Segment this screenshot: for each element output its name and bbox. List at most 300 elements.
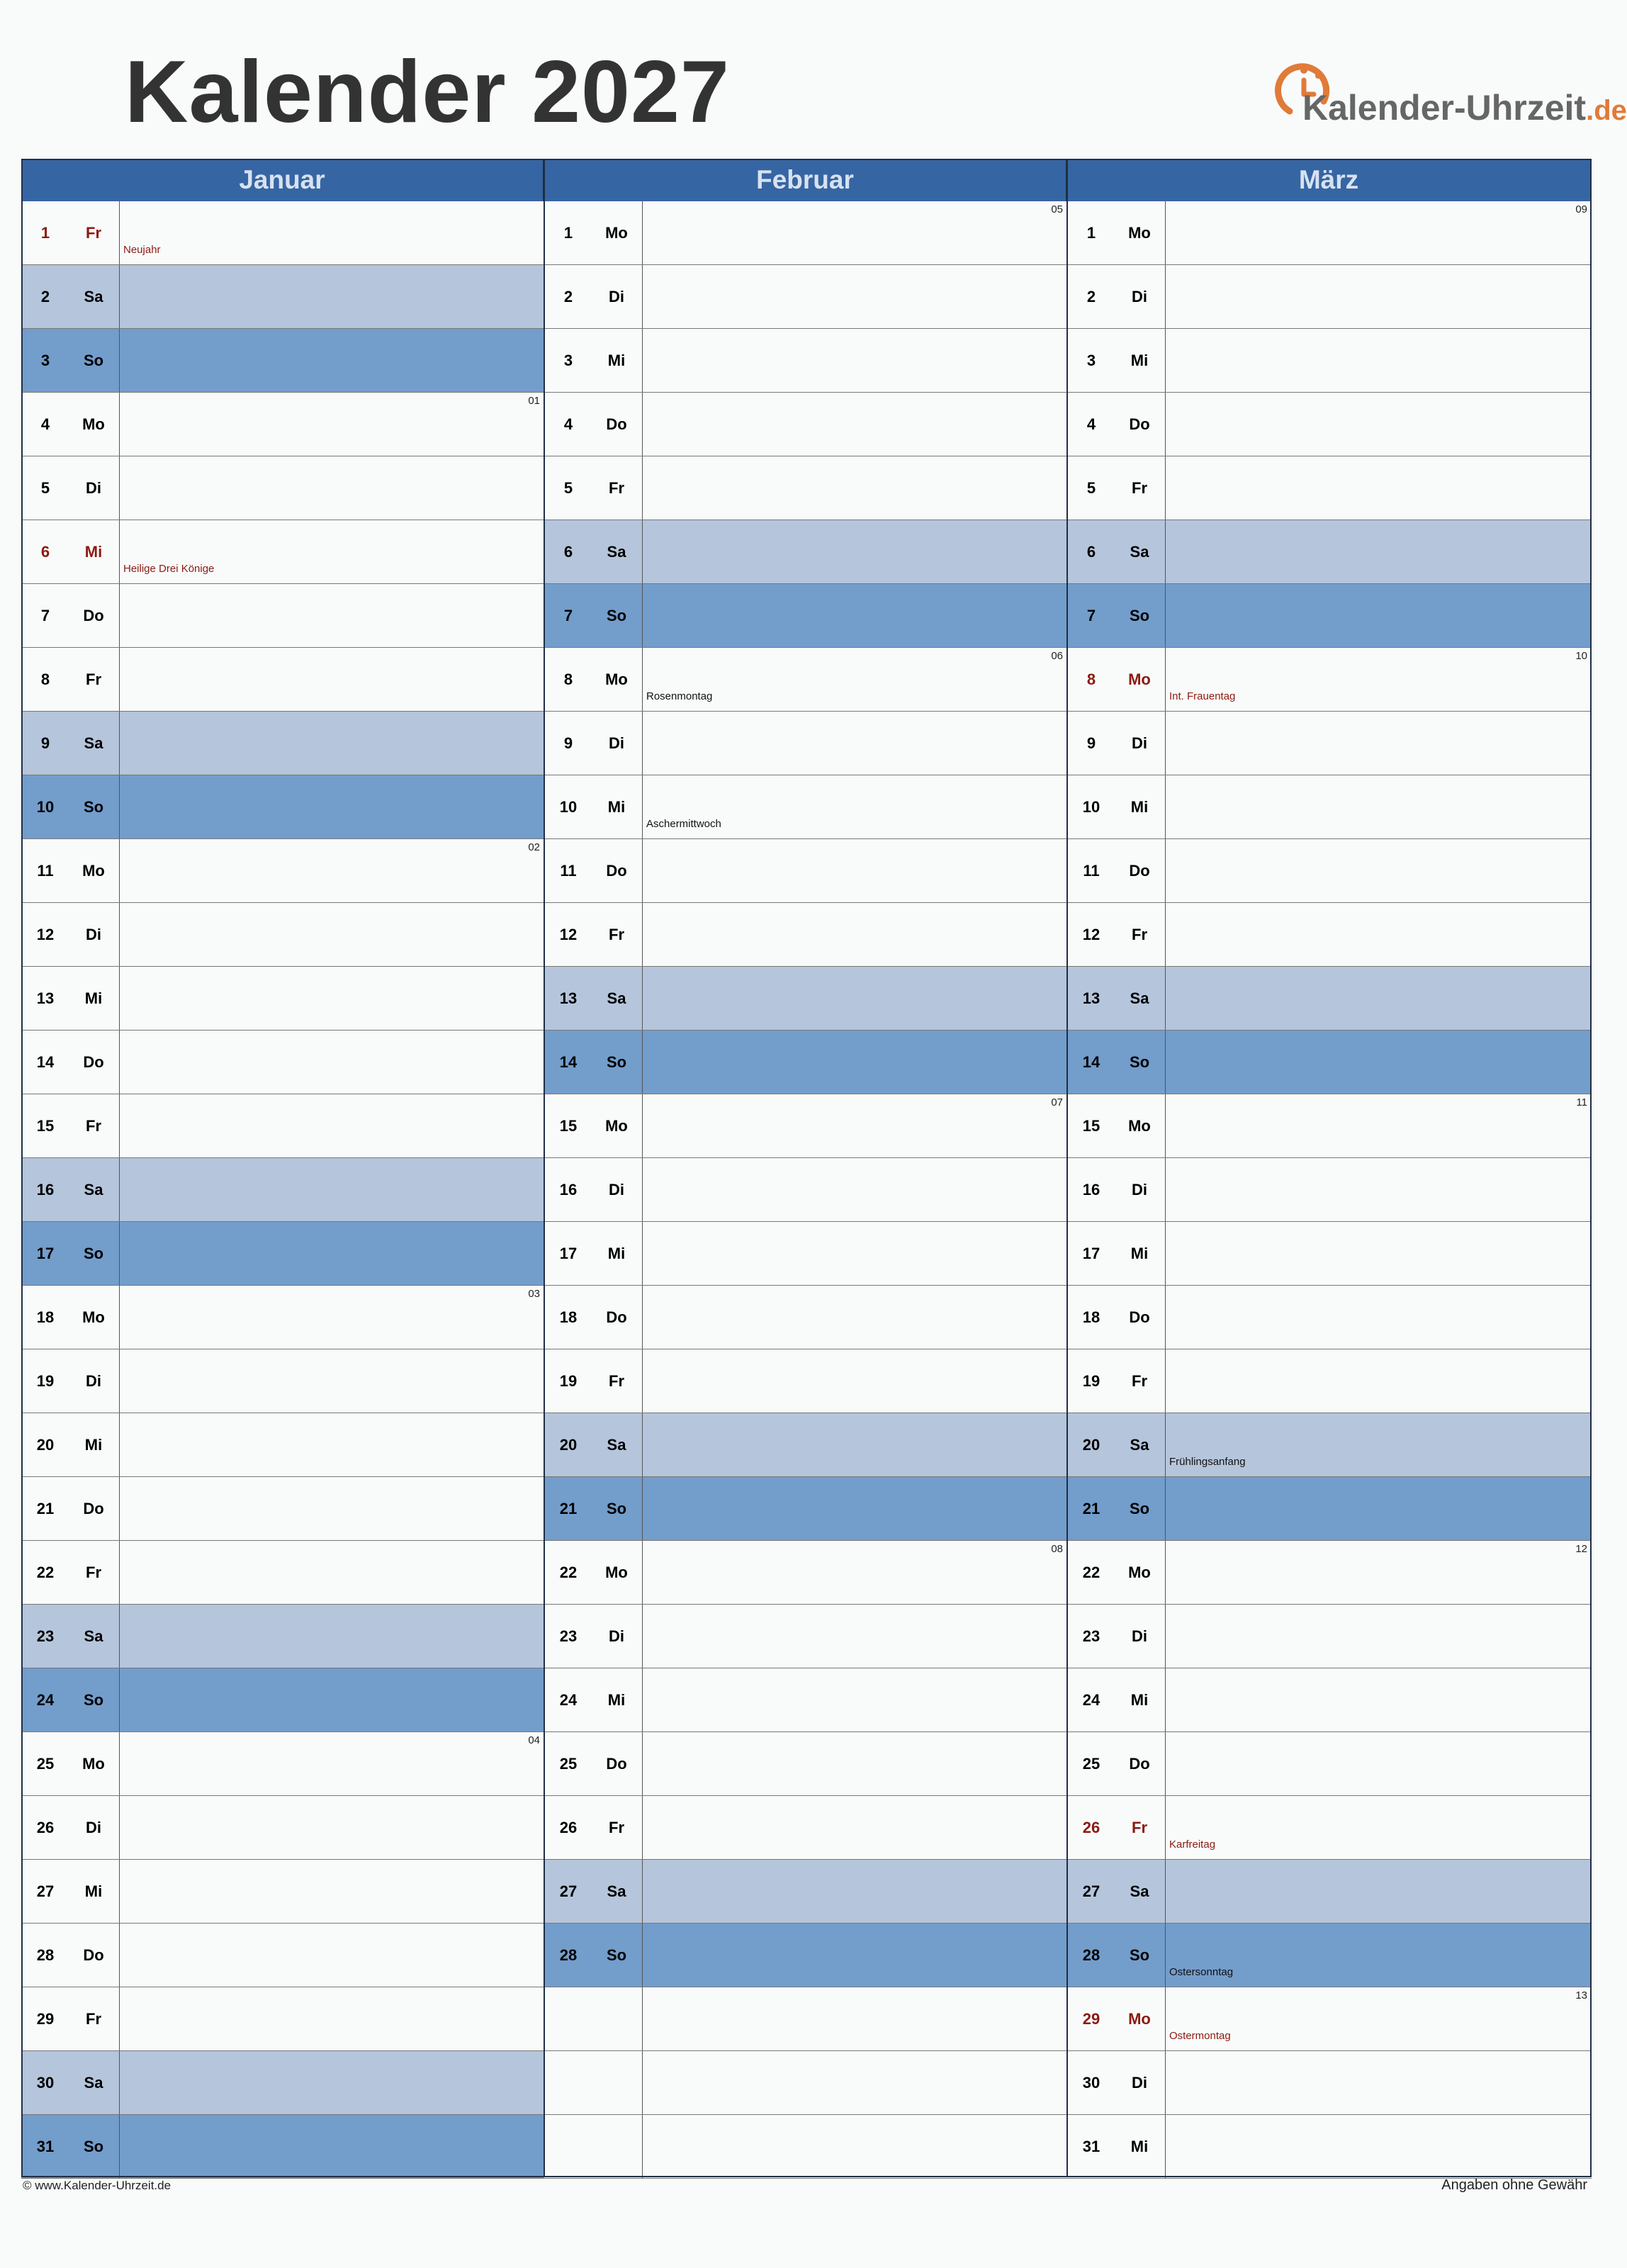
day-number: 3 xyxy=(563,352,573,369)
row-divider xyxy=(642,520,643,583)
row-divider xyxy=(119,1796,120,1859)
weekday-label: Sa xyxy=(84,288,103,305)
week-number: 03 xyxy=(528,1288,540,1300)
row-divider xyxy=(642,1031,643,1094)
weekday-label: So xyxy=(606,607,627,624)
empty-row xyxy=(544,2051,1067,2115)
day-number: 21 xyxy=(36,1500,55,1517)
day-row[interactable] xyxy=(21,1286,544,1349)
row-divider xyxy=(642,1860,643,1923)
row-divider xyxy=(642,1349,643,1413)
day-row[interactable] xyxy=(1067,1158,1592,1222)
event-label: Ostersonntag xyxy=(1169,1966,1234,1978)
day-number: 11 xyxy=(560,862,577,880)
day-number: 19 xyxy=(559,1372,578,1390)
day-row[interactable] xyxy=(1067,1732,1592,1796)
row-divider xyxy=(1165,967,1166,1030)
row-divider xyxy=(119,1031,120,1094)
row-divider xyxy=(642,1796,643,1859)
weekday-label: Di xyxy=(609,734,624,752)
day-row[interactable] xyxy=(1067,201,1592,265)
day-row[interactable] xyxy=(544,967,1067,1031)
event-label: Neujahr xyxy=(123,244,161,256)
day-row[interactable] xyxy=(1067,1031,1592,1094)
day-row[interactable] xyxy=(1067,648,1592,712)
day-number: 17 xyxy=(1082,1245,1100,1262)
day-number: 2 xyxy=(563,288,573,305)
weekday-label: Mo xyxy=(605,224,628,242)
row-divider xyxy=(642,2115,643,2178)
row-divider xyxy=(642,1732,643,1795)
day-row[interactable] xyxy=(21,2051,544,2115)
day-number: 20 xyxy=(559,1436,578,1454)
weekday-label: Di xyxy=(86,1819,101,1836)
day-number: 22 xyxy=(36,1564,55,1581)
row-divider xyxy=(1165,839,1166,902)
event-label: Aschermittwoch xyxy=(646,818,721,830)
day-number: 10 xyxy=(1082,798,1100,816)
day-row[interactable] xyxy=(1067,1605,1592,1668)
week-number: 11 xyxy=(1576,1096,1587,1108)
weekday-label: So xyxy=(83,352,104,369)
row-divider xyxy=(119,1094,120,1157)
weekday-label: Sa xyxy=(84,2074,103,2092)
day-row[interactable] xyxy=(544,1860,1067,1924)
day-number: 3 xyxy=(40,352,50,369)
day-number: 23 xyxy=(559,1627,578,1645)
day-row[interactable] xyxy=(544,329,1067,393)
day-number: 27 xyxy=(36,1882,55,1900)
row-divider xyxy=(1165,1094,1166,1157)
day-row[interactable] xyxy=(21,712,544,775)
weekday-label: Fr xyxy=(609,1372,624,1390)
column-border xyxy=(1066,159,1068,2177)
day-row[interactable] xyxy=(1067,1860,1592,1924)
weekday-label: Mo xyxy=(82,415,105,433)
event-label: Karfreitag xyxy=(1169,1838,1216,1851)
day-number: 16 xyxy=(36,1181,55,1198)
weekday-label: Do xyxy=(1129,1308,1150,1326)
day-row[interactable] xyxy=(1067,1286,1592,1349)
day-number: 27 xyxy=(559,1882,578,1900)
weekday-label: So xyxy=(1129,1500,1150,1517)
day-number: 1 xyxy=(563,224,573,242)
weekday-label: Do xyxy=(1129,862,1150,880)
row-divider xyxy=(1165,1924,1166,1987)
weekday-label: Sa xyxy=(607,989,626,1007)
day-number: 12 xyxy=(36,926,55,943)
day-number: 25 xyxy=(1082,1755,1100,1773)
month-column xyxy=(1067,201,1592,2177)
day-number: 31 xyxy=(36,2138,55,2155)
weekday-label: Mo xyxy=(1128,670,1151,688)
day-number: 18 xyxy=(559,1308,578,1326)
day-row[interactable] xyxy=(1067,329,1592,393)
day-row[interactable] xyxy=(21,520,544,584)
day-row[interactable] xyxy=(1067,2051,1592,2115)
day-row[interactable] xyxy=(21,1605,544,1668)
weekday-label: Do xyxy=(606,862,627,880)
day-number: 30 xyxy=(36,2074,55,2092)
day-row[interactable] xyxy=(544,1732,1067,1796)
day-row[interactable] xyxy=(21,1924,544,1987)
day-row[interactable] xyxy=(1067,1924,1592,1987)
week-number: 01 xyxy=(528,395,540,407)
day-number: 13 xyxy=(1082,989,1100,1007)
day-row[interactable] xyxy=(544,1222,1067,1286)
weekday-label: Mi xyxy=(607,1691,626,1709)
day-row[interactable] xyxy=(544,265,1067,329)
row-divider xyxy=(642,1541,643,1604)
empty-row xyxy=(544,2115,1067,2179)
day-row[interactable] xyxy=(544,1158,1067,1222)
day-row[interactable] xyxy=(21,775,544,839)
weekday-label: Mi xyxy=(1130,1245,1149,1262)
weekday-label: Fr xyxy=(86,1564,101,1581)
weekday-label: Do xyxy=(83,1946,104,1964)
event-label: Frühlingsanfang xyxy=(1169,1456,1246,1468)
day-number: 16 xyxy=(559,1181,578,1198)
day-number: 2 xyxy=(40,288,50,305)
day-row[interactable] xyxy=(21,1796,544,1860)
day-number: 29 xyxy=(1082,2010,1100,2028)
week-number: 09 xyxy=(1575,203,1587,215)
day-row[interactable] xyxy=(21,1222,544,1286)
weekday-label: So xyxy=(1129,1946,1150,1964)
row-divider xyxy=(1165,201,1166,264)
weekday-label: Mi xyxy=(1130,2138,1149,2155)
day-row[interactable] xyxy=(21,1158,544,1222)
day-row[interactable] xyxy=(544,712,1067,775)
day-row[interactable] xyxy=(544,201,1067,265)
row-divider xyxy=(1165,329,1166,392)
day-row[interactable] xyxy=(21,648,544,712)
weekday-label: Di xyxy=(1132,2074,1147,2092)
logo-tld: .de xyxy=(1586,95,1627,126)
day-row[interactable] xyxy=(544,903,1067,967)
row-divider xyxy=(642,648,643,711)
row-divider xyxy=(642,1668,643,1731)
month-column xyxy=(21,201,544,2177)
day-row[interactable] xyxy=(21,967,544,1031)
weekday-label: Di xyxy=(609,1181,624,1198)
day-number: 24 xyxy=(36,1691,55,1709)
row-divider xyxy=(119,2051,120,2114)
day-row[interactable] xyxy=(1067,1541,1592,1605)
weekday-label: Mi xyxy=(84,989,103,1007)
week-number: 08 xyxy=(1051,1543,1063,1555)
weekday-label: Mo xyxy=(82,1755,105,1773)
day-row[interactable] xyxy=(1067,520,1592,584)
day-number: 1 xyxy=(1086,224,1096,242)
row-divider xyxy=(119,1413,120,1476)
day-number: 13 xyxy=(36,989,55,1007)
row-divider xyxy=(1165,1477,1166,1540)
day-row[interactable] xyxy=(21,839,544,903)
row-divider xyxy=(642,967,643,1030)
day-number: 24 xyxy=(559,1691,578,1709)
weekday-label: So xyxy=(83,1245,104,1262)
day-row[interactable] xyxy=(1067,839,1592,903)
row-divider xyxy=(642,2051,643,2114)
row-divider xyxy=(119,201,120,264)
day-row[interactable] xyxy=(21,1668,544,1732)
brand-logo[interactable] xyxy=(1268,60,1627,131)
row-divider xyxy=(642,839,643,902)
weekday-label: Mi xyxy=(1130,798,1149,816)
day-number: 8 xyxy=(563,670,573,688)
day-number: 9 xyxy=(563,734,573,752)
day-row[interactable] xyxy=(21,584,544,648)
day-row[interactable] xyxy=(21,329,544,393)
day-row[interactable] xyxy=(544,456,1067,520)
day-number: 25 xyxy=(36,1755,55,1773)
day-row[interactable] xyxy=(21,1413,544,1477)
day-row[interactable] xyxy=(544,1349,1067,1413)
row-divider xyxy=(642,1987,643,2050)
weekday-label: Mi xyxy=(607,352,626,369)
day-row[interactable] xyxy=(544,775,1067,839)
weekday-label: Mi xyxy=(607,798,626,816)
weekday-label: Do xyxy=(83,1500,104,1517)
day-row[interactable] xyxy=(544,648,1067,712)
day-row[interactable] xyxy=(21,1349,544,1413)
day-row[interactable] xyxy=(1067,1094,1592,1158)
day-row[interactable] xyxy=(1067,1413,1592,1477)
day-number: 5 xyxy=(563,479,573,497)
footer-copyright[interactable]: © www.Kalender-Uhrzeit.de xyxy=(23,2179,171,2192)
weekday-label: Sa xyxy=(607,1882,626,1900)
day-number: 10 xyxy=(36,798,55,816)
day-row[interactable] xyxy=(1067,1477,1592,1541)
row-divider xyxy=(119,1158,120,1221)
day-row[interactable] xyxy=(1067,2115,1592,2179)
row-divider xyxy=(1165,2115,1166,2178)
row-divider xyxy=(1165,584,1166,647)
week-number: 06 xyxy=(1051,650,1063,662)
day-row[interactable] xyxy=(21,393,544,456)
week-number: 07 xyxy=(1051,1096,1063,1108)
weekday-label: Mo xyxy=(1128,1117,1151,1135)
page-title: Kalender 2027 xyxy=(125,43,730,141)
day-row[interactable] xyxy=(544,1477,1067,1541)
day-row[interactable] xyxy=(1067,584,1592,648)
day-row[interactable] xyxy=(21,903,544,967)
day-number: 10 xyxy=(559,798,578,816)
row-divider xyxy=(119,1477,120,1540)
day-row[interactable] xyxy=(21,265,544,329)
weekday-label: Do xyxy=(606,1308,627,1326)
day-number: 15 xyxy=(559,1117,578,1135)
day-number: 6 xyxy=(563,543,573,561)
weekday-label: Di xyxy=(1132,288,1147,305)
day-row[interactable] xyxy=(1067,393,1592,456)
weekday-label: Mi xyxy=(84,1882,103,1900)
day-row[interactable] xyxy=(21,2115,544,2179)
day-row[interactable] xyxy=(1067,1222,1592,1286)
weekday-label: Sa xyxy=(1130,543,1149,561)
weekday-label: Mo xyxy=(1128,1564,1151,1581)
row-divider xyxy=(119,584,120,647)
day-number: 15 xyxy=(36,1117,55,1135)
day-row[interactable] xyxy=(544,839,1067,903)
weekday-label: Di xyxy=(1132,734,1147,752)
weekday-label: Do xyxy=(606,415,627,433)
day-number: 28 xyxy=(36,1946,55,1964)
row-divider xyxy=(119,520,120,583)
row-divider xyxy=(1165,1031,1166,1094)
row-divider xyxy=(119,903,120,966)
row-divider xyxy=(119,393,120,456)
day-row[interactable] xyxy=(21,456,544,520)
row-divider xyxy=(642,775,643,838)
weekday-label: Fr xyxy=(609,1819,624,1836)
weekday-label: Sa xyxy=(1130,1436,1149,1454)
weekday-label: Mo xyxy=(1128,2010,1151,2028)
day-row[interactable] xyxy=(544,1413,1067,1477)
row-divider xyxy=(119,967,120,1030)
weekday-label: Sa xyxy=(607,543,626,561)
month-header-1: Februar xyxy=(544,159,1067,201)
day-row[interactable] xyxy=(1067,265,1592,329)
day-number: 26 xyxy=(1082,1819,1100,1836)
weekday-label: So xyxy=(83,2138,104,2155)
day-number: 9 xyxy=(40,734,50,752)
weekday-label: Sa xyxy=(84,734,103,752)
day-row[interactable] xyxy=(1067,1668,1592,1732)
day-number: 29 xyxy=(36,2010,55,2028)
weekday-label: Sa xyxy=(607,1436,626,1454)
day-row[interactable] xyxy=(21,1477,544,1541)
day-number: 20 xyxy=(36,1436,55,1454)
weekday-label: Mi xyxy=(84,1436,103,1454)
weekday-label: Mi xyxy=(1130,352,1149,369)
day-row[interactable] xyxy=(21,201,544,265)
day-number: 14 xyxy=(1082,1053,1100,1071)
row-divider xyxy=(119,456,120,520)
row-divider xyxy=(1165,1732,1166,1795)
day-number: 26 xyxy=(559,1819,578,1836)
day-row[interactable] xyxy=(21,1541,544,1605)
week-number: 12 xyxy=(1575,1543,1587,1555)
day-row[interactable] xyxy=(544,584,1067,648)
weekday-label: Di xyxy=(86,479,101,497)
day-number: 22 xyxy=(559,1564,578,1581)
week-number: 10 xyxy=(1575,650,1587,662)
event-label: Ostermontag xyxy=(1169,2030,1231,2042)
row-divider xyxy=(1165,1668,1166,1731)
day-row[interactable] xyxy=(1067,712,1592,775)
day-number: 14 xyxy=(559,1053,578,1071)
weekday-label: Sa xyxy=(1130,1882,1149,1900)
day-row[interactable] xyxy=(544,1605,1067,1668)
row-divider xyxy=(119,265,120,328)
day-row[interactable] xyxy=(544,1668,1067,1732)
row-divider xyxy=(642,1605,643,1668)
row-divider xyxy=(119,1222,120,1285)
day-number: 7 xyxy=(563,607,573,624)
day-number: 23 xyxy=(1082,1627,1100,1645)
day-row[interactable] xyxy=(21,1732,544,1796)
day-row[interactable] xyxy=(544,1031,1067,1094)
day-row[interactable] xyxy=(1067,775,1592,839)
day-row[interactable] xyxy=(21,1987,544,2051)
row-divider xyxy=(1165,712,1166,775)
row-divider xyxy=(642,201,643,264)
logo-text xyxy=(1302,87,1627,128)
row-divider xyxy=(1165,1158,1166,1221)
row-divider xyxy=(1165,1796,1166,1859)
weekday-label: Fr xyxy=(609,926,624,943)
day-number: 13 xyxy=(559,989,578,1007)
day-row[interactable] xyxy=(21,1031,544,1094)
weekday-label: Mi xyxy=(607,1245,626,1262)
week-number: 02 xyxy=(528,841,540,853)
row-divider xyxy=(642,584,643,647)
row-divider xyxy=(1165,1605,1166,1668)
row-divider xyxy=(1165,1860,1166,1923)
day-number: 28 xyxy=(1082,1946,1100,1964)
week-number: 13 xyxy=(1575,1989,1587,2002)
day-number: 7 xyxy=(40,607,50,624)
row-divider xyxy=(1165,1987,1166,2050)
row-divider xyxy=(642,1094,643,1157)
weekday-label: Di xyxy=(1132,1627,1147,1645)
row-divider xyxy=(642,456,643,520)
day-row[interactable] xyxy=(21,1860,544,1924)
row-divider xyxy=(119,1349,120,1413)
day-row[interactable] xyxy=(1067,1349,1592,1413)
weekday-label: Mo xyxy=(605,670,628,688)
day-number: 3 xyxy=(1086,352,1096,369)
weekday-label: So xyxy=(1129,607,1150,624)
day-row[interactable] xyxy=(544,393,1067,456)
day-row[interactable] xyxy=(544,1796,1067,1860)
day-number: 26 xyxy=(36,1819,55,1836)
weekday-label: So xyxy=(606,1500,627,1517)
row-divider xyxy=(119,1732,120,1795)
event-label: Int. Frauentag xyxy=(1169,690,1236,702)
day-row[interactable] xyxy=(544,1286,1067,1349)
row-divider xyxy=(119,1605,120,1668)
row-divider xyxy=(1165,1349,1166,1413)
weekday-label: Fr xyxy=(86,2010,101,2028)
month-header-2: März xyxy=(1067,159,1592,201)
day-row[interactable] xyxy=(544,1541,1067,1605)
day-row[interactable] xyxy=(21,1094,544,1158)
weekday-label: Sa xyxy=(84,1627,103,1645)
column-border xyxy=(544,159,545,2177)
weekday-label: So xyxy=(606,1053,627,1071)
row-divider xyxy=(1165,1286,1166,1349)
day-row[interactable] xyxy=(1067,456,1592,520)
day-row[interactable] xyxy=(1067,967,1592,1031)
day-row[interactable] xyxy=(544,1924,1067,1987)
day-row[interactable] xyxy=(1067,903,1592,967)
day-row[interactable] xyxy=(1067,1987,1592,2051)
day-row[interactable] xyxy=(544,1094,1067,1158)
day-number: 14 xyxy=(36,1053,55,1071)
row-divider xyxy=(642,1222,643,1285)
weekday-label: Fr xyxy=(86,1117,101,1135)
day-row[interactable] xyxy=(1067,1796,1592,1860)
row-divider xyxy=(642,1924,643,1987)
row-divider xyxy=(119,2115,120,2178)
day-number: 25 xyxy=(559,1755,578,1773)
day-row[interactable] xyxy=(544,520,1067,584)
row-divider xyxy=(1165,775,1166,838)
row-divider xyxy=(119,712,120,775)
